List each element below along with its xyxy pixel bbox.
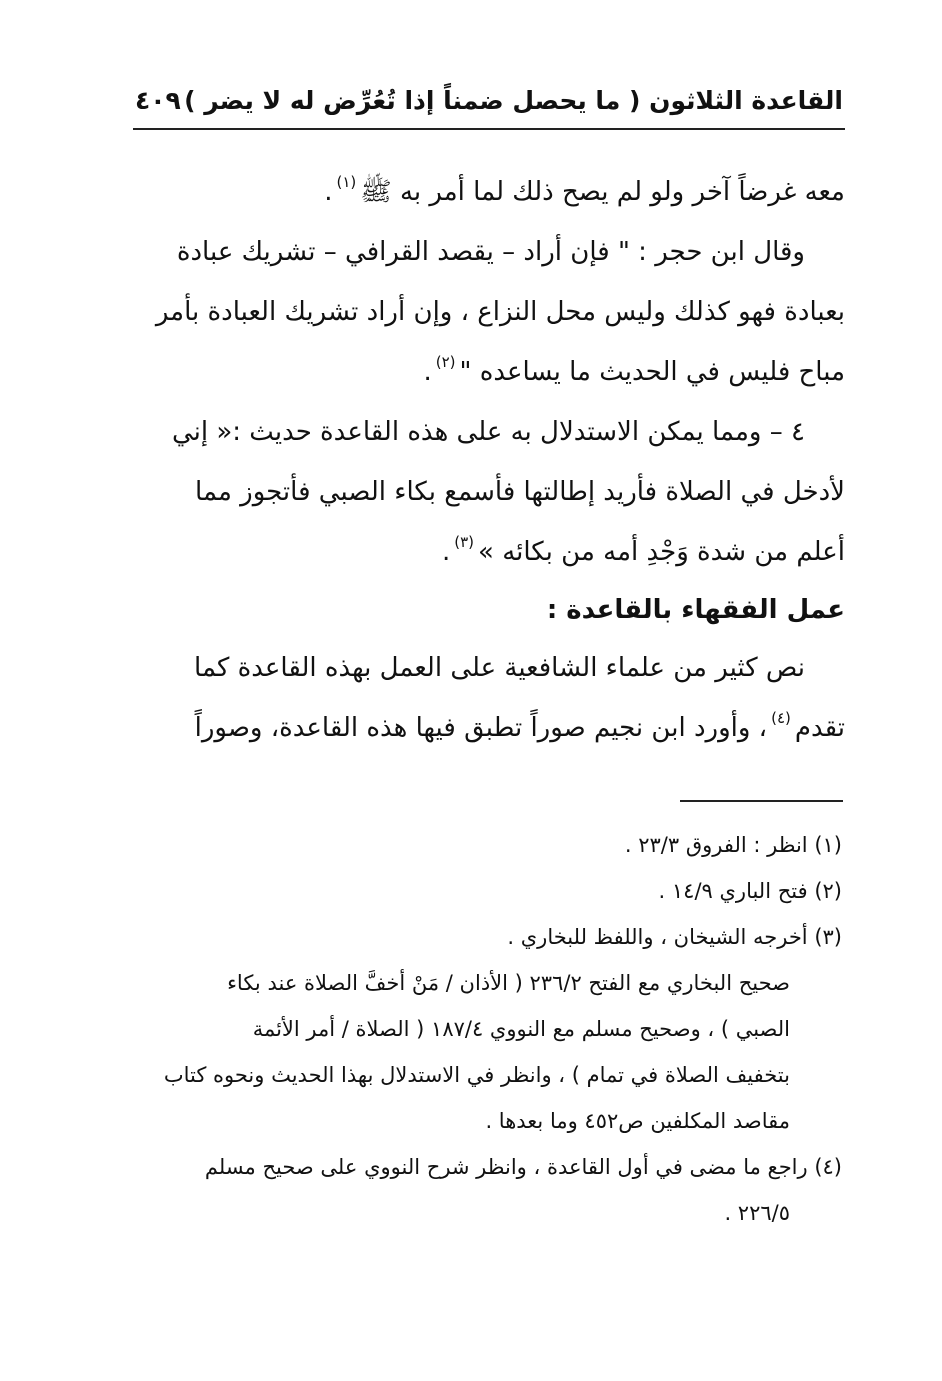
text-line-content: معه غرضاً آخر ولو لم يصح ذلك لما أمر به ﷺ — [360, 177, 845, 207]
text-line-end: . — [324, 177, 333, 207]
footnote-text: صحيح البخاري مع الفتح ٢٣٦/٢ ( الأذان / مَنْ أخفَّ الصلاة عند بكاء — [227, 971, 790, 995]
footnote-text: بتخفيف الصلاة في تمام ) ، وانظر في الاستدلال بهذا الحديث ونحوه كتاب — [163, 1063, 790, 1087]
text-line-content: ٤ – ومما يمكن الاستدلال به على هذه القاعدة حديث :« إني — [171, 417, 805, 447]
text-line — [133, 162, 845, 222]
text-line — [133, 222, 845, 282]
text-line-end: . — [441, 537, 451, 567]
text-line — [133, 342, 845, 402]
footnote-3-continuation — [128, 1052, 842, 1098]
footnote-4 — [128, 1144, 842, 1190]
page-number: ٤٠٩ — [135, 85, 181, 115]
text-line-content: أعلم من شدة وَجْدِ أمه من بكائه » — [478, 537, 845, 567]
running-header — [135, 78, 843, 122]
text-line-content: لأدخل في الصلاة فأريد إطالتها فأسمع بكاء الصبي فأتجوز مما — [195, 477, 845, 507]
footnote-4-continuation — [128, 1190, 842, 1236]
header-divider — [133, 128, 845, 130]
footnote-3-continuation — [128, 1006, 842, 1052]
text-line — [133, 282, 845, 342]
text-line-end: . — [423, 357, 432, 387]
footnote-ref-3[interactable]: (٣) — [454, 532, 475, 551]
main-text — [133, 162, 845, 758]
text-line — [133, 462, 845, 522]
text-line-content: نص كثير من علماء الشافعية على العمل بهذه القاعدة كما — [194, 653, 805, 683]
footnote-3-continuation — [128, 1098, 842, 1144]
footnote-1 — [128, 822, 842, 868]
text-line-content: وقال ابن حجر : " فإن أراد – يقصد القرافي – تشريك عبادة — [176, 237, 805, 267]
text-line-end: ، وأورد ابن نجيم صوراً تطبق فيها هذه القاعدة، وصوراً — [194, 713, 768, 743]
footnote-ref-2[interactable]: (٢) — [435, 352, 456, 371]
text-line — [133, 522, 845, 582]
footnote-text: (١) انظر : الفروق ٢٣/٣ . — [624, 833, 842, 857]
footnote-3-continuation — [128, 960, 842, 1006]
footnote-ref-1[interactable]: (١) — [336, 172, 357, 191]
footnote-text: (٣) أخرجه الشيخان ، واللفظ للبخاري . — [507, 925, 842, 949]
text-line — [133, 638, 845, 698]
footnotes — [128, 822, 842, 1236]
footnote-3 — [128, 914, 842, 960]
text-line-content: بعبادة فهو كذلك وليس محل النزاع ، وإن أراد تشريك العبادة بأمر — [155, 297, 845, 327]
footnote-text: مقاصد المكلفين ص٤٥٢ وما بعدها . — [485, 1109, 790, 1133]
section-heading — [133, 582, 845, 638]
footnote-text: الصبي ) ، وصحيح مسلم مع النووي ١٨٧/٤ ( الصلاة / أمر الأئمة — [252, 1017, 790, 1041]
footnote-text: (٤) راجع ما مضى في أول القاعدة ، وانظر شرح النووي على صحيح مسلم — [204, 1155, 842, 1179]
text-line-content: تقدم — [794, 713, 845, 743]
footnote-2 — [128, 868, 842, 914]
text-line — [133, 698, 845, 758]
footnote-divider — [680, 800, 843, 802]
footnote-text: ٢٢٦/٥ . — [724, 1201, 790, 1225]
text-line-content: مباح فليس في الحديث ما يساعده " — [459, 357, 845, 387]
footnote-ref-4[interactable]: (٤) — [771, 708, 791, 727]
text-line — [133, 402, 845, 462]
section-heading-text: عمل الفقهاء بالقاعدة : — [546, 595, 845, 625]
footnote-text: (٢) فتح الباري ١٤/٩ . — [658, 879, 842, 903]
running-header-title: القاعدة الثلاثون ( ما يحصل ضمناً إذا تُعُرِّض له لا يضر ) — [184, 85, 843, 115]
